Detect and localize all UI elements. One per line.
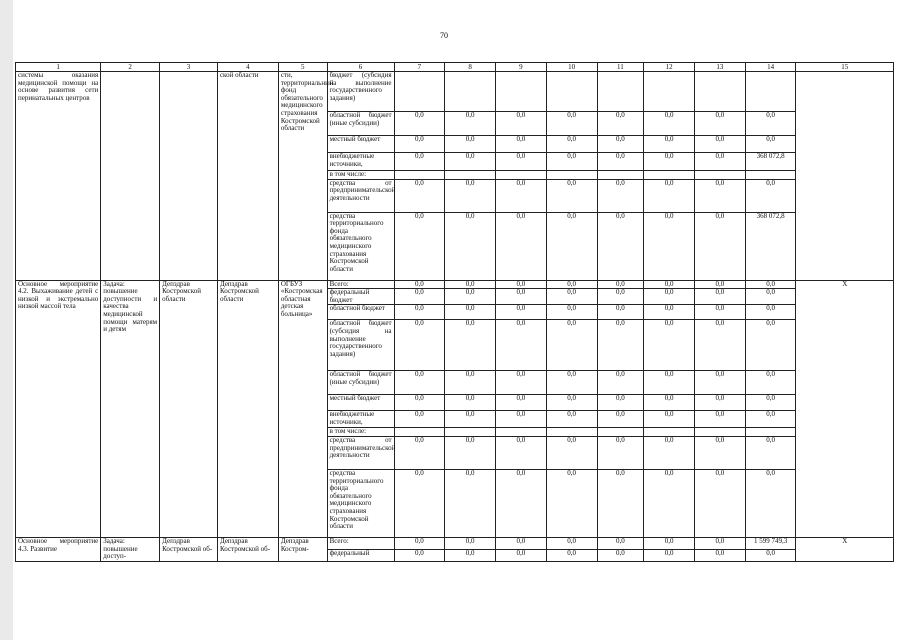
value-cell: 368 072,8 (745, 153, 796, 171)
col-header: 1 (16, 63, 101, 72)
value-cell (644, 171, 695, 180)
value-cell: 0,0 (694, 112, 745, 136)
value-cell: 0,0 (597, 395, 644, 411)
value-cell: 0,0 (445, 436, 496, 469)
value-cell: 0,0 (694, 136, 745, 153)
coordinator-cell: Депздрав Костромской области (160, 280, 218, 537)
value-cell: 0,0 (445, 411, 496, 428)
funding-source-label: средства от предпринимательской деятельности (327, 436, 394, 469)
funding-source-label: внебюджетные источники, (327, 153, 394, 171)
value-cell: 0,0 (546, 395, 597, 411)
value-cell: 0,0 (394, 112, 445, 136)
value-cell: 0,0 (694, 411, 745, 428)
value-cell: 0,0 (546, 537, 597, 549)
value-cell: 0,0 (445, 136, 496, 153)
col-header: 10 (546, 63, 597, 72)
value-cell: 0,0 (445, 469, 496, 537)
value-cell: 0,0 (394, 549, 445, 561)
funding-source-label: федеральный бюджет (327, 289, 394, 305)
value-cell: 0,0 (445, 112, 496, 136)
value-cell: 0,0 (745, 280, 796, 289)
value-cell: 0,0 (597, 469, 644, 537)
col-header: 6 (327, 63, 394, 72)
value-cell: 0,0 (496, 289, 547, 305)
value-cell: 0,0 (445, 153, 496, 171)
value-cell: 0,0 (694, 153, 745, 171)
value-cell: 0,0 (745, 549, 796, 561)
value-cell: 0,0 (597, 320, 644, 371)
page-number: 70 (440, 31, 448, 40)
column-number-row (16, 63, 894, 72)
value-cell: 0,0 (644, 436, 695, 469)
page-edge-shadow (0, 0, 13, 640)
value-cell: 0,0 (445, 320, 496, 371)
value-cell: 0,0 (644, 136, 695, 153)
value-cell: 0,0 (745, 305, 796, 320)
value-cell: 0,0 (597, 549, 644, 561)
value-cell: 0,0 (745, 469, 796, 537)
col-header: 4 (217, 63, 278, 72)
value-cell: 0,0 (745, 136, 796, 153)
value-cell: 0,0 (394, 153, 445, 171)
value-cell: 0,0 (644, 280, 695, 289)
value-cell: 0,0 (496, 136, 547, 153)
value-cell: 0,0 (445, 289, 496, 305)
value-cell: 0,0 (694, 280, 745, 289)
value-cell: 0,0 (394, 179, 445, 212)
value-cell: 0,0 (644, 469, 695, 537)
value-cell (546, 72, 597, 112)
funding-source-label: средства от предпринимательской деятельности (327, 179, 394, 212)
value-cell: 0,0 (546, 411, 597, 428)
value-cell: 0,0 (546, 136, 597, 153)
col-header: 8 (445, 63, 496, 72)
value-cell: 0,0 (644, 305, 695, 320)
funding-source-label: федеральный (327, 549, 394, 561)
value-cell: 0,0 (445, 549, 496, 561)
coordinator-cell: Депздрав Костромской об- (160, 537, 218, 561)
value-cell: 0,0 (546, 280, 597, 289)
funding-source-label: средства территориального фонда обязательного медицинского страхования Костромской области (327, 469, 394, 537)
value-cell: 0,0 (445, 280, 496, 289)
measure-name-cell: Основное мероприятие 4.2. Выхаживание детей с низкой и экстремально низкой массой тела (16, 280, 101, 537)
budget-table-sheet (15, 62, 894, 640)
executor-cell: сти, территориальный фонд обязательного медицинского страхования Костромской области (278, 72, 327, 281)
value-cell (745, 72, 796, 112)
value-cell: 0,0 (546, 179, 597, 212)
value-cell (445, 72, 496, 112)
value-cell: 0,0 (694, 289, 745, 305)
funding-source-label: внебюджетные источники, (327, 411, 394, 428)
task-cell: Задача: повышение доступ- (101, 537, 160, 561)
value-cell: 0,0 (496, 153, 547, 171)
value-cell (445, 171, 496, 180)
value-cell: 1 599 749,3 (745, 537, 796, 549)
value-cell: 0,0 (694, 549, 745, 561)
value-cell: 0,0 (694, 371, 745, 395)
value-cell: 0,0 (745, 371, 796, 395)
value-cell: 0,0 (445, 537, 496, 549)
value-cell: 0,0 (394, 469, 445, 537)
value-cell (394, 171, 445, 180)
value-cell: 0,0 (546, 469, 597, 537)
value-cell: 0,0 (394, 212, 445, 280)
value-cell: 0,0 (546, 153, 597, 171)
value-cell: 0,0 (546, 549, 597, 561)
value-cell: 0,0 (496, 395, 547, 411)
value-cell: 0,0 (694, 179, 745, 212)
value-cell: 0,0 (496, 305, 547, 320)
value-cell: 0,0 (644, 411, 695, 428)
measure-name-cell: Основное мероприятие 4.3. Развитие (16, 537, 101, 561)
value-cell: 0,0 (394, 320, 445, 371)
value-cell (496, 171, 547, 180)
value-cell: 0,0 (394, 395, 445, 411)
value-cell: 0,0 (445, 179, 496, 212)
value-cell: 0,0 (394, 289, 445, 305)
value-cell: 0,0 (644, 289, 695, 305)
value-cell: 0,0 (496, 371, 547, 395)
funding-source-label: бюджет (субсидия на выполнение государственного задания) (327, 72, 394, 112)
value-cell: 0,0 (597, 136, 644, 153)
col-header: 7 (394, 63, 445, 72)
value-cell: 0,0 (496, 320, 547, 371)
task-cell (101, 72, 160, 281)
value-cell: 0,0 (745, 320, 796, 371)
value-cell: 0,0 (445, 371, 496, 395)
value-cell: 0,0 (644, 549, 695, 561)
value-cell: 0,0 (597, 112, 644, 136)
value-cell: 0,0 (694, 212, 745, 280)
executor-cell: Депздрав Костром- (278, 537, 327, 561)
value-cell: 0,0 (644, 395, 695, 411)
funding-source-label: местный бюджет (327, 395, 394, 411)
value-cell: 0,0 (496, 280, 547, 289)
value-cell: 0,0 (694, 469, 745, 537)
value-cell: 0,0 (644, 537, 695, 549)
value-cell: 0,0 (745, 436, 796, 469)
task-cell: Задача: повышение доступности и качества медицинской помощи матерям и детям (101, 280, 160, 537)
value-cell: 0,0 (644, 153, 695, 171)
funding-source-label: местный бюджет (327, 136, 394, 153)
value-cell (597, 171, 644, 180)
value-cell: 0,0 (597, 305, 644, 320)
funding-source-label: областной бюджет (субсидия на выполнение государственного задания) (327, 320, 394, 371)
table-row (16, 537, 894, 549)
value-cell: 0,0 (394, 371, 445, 395)
value-cell: 0,0 (546, 371, 597, 395)
table-row (16, 72, 894, 112)
value-cell: 0,0 (546, 436, 597, 469)
value-cell: 0,0 (496, 549, 547, 561)
value-cell: 0,0 (644, 112, 695, 136)
value-cell: 0,0 (496, 411, 547, 428)
value-cell: 0,0 (546, 289, 597, 305)
responsible-cell: Депздрав Костромской области (217, 280, 278, 537)
value-cell: 0,0 (394, 280, 445, 289)
value-cell: 0,0 (496, 436, 547, 469)
value-cell: 0,0 (546, 112, 597, 136)
value-cell: 0,0 (445, 212, 496, 280)
table-row (16, 280, 894, 289)
value-cell: 0,0 (546, 320, 597, 371)
value-cell: 0,0 (445, 305, 496, 320)
value-cell: 0,0 (745, 289, 796, 305)
value-cell: 0,0 (597, 179, 644, 212)
value-cell: 0,0 (597, 289, 644, 305)
funding-source-label: областной бюджет (иные субсидии) (327, 112, 394, 136)
value-cell: 0,0 (644, 179, 695, 212)
value-cell: 0,0 (644, 320, 695, 371)
value-cell (745, 171, 796, 180)
value-cell: 0,0 (597, 153, 644, 171)
value-cell: 0,0 (745, 179, 796, 212)
value-cell: 0,0 (597, 212, 644, 280)
col-header: 9 (496, 63, 547, 72)
value-cell: 0,0 (496, 212, 547, 280)
result-cell: X (796, 537, 894, 561)
value-cell: 0,0 (496, 469, 547, 537)
col-header: 15 (796, 63, 894, 72)
value-cell: 0,0 (496, 537, 547, 549)
value-cell: 0,0 (694, 395, 745, 411)
col-header: 14 (745, 63, 796, 72)
col-header: 3 (160, 63, 218, 72)
funding-source-label: Всего: (327, 280, 394, 289)
value-cell: 0,0 (694, 320, 745, 371)
measure-name-cell: системы оказания медицинской помощи на основе развития сети перинатальных центров (16, 72, 101, 281)
value-cell: 0,0 (745, 395, 796, 411)
value-cell (496, 72, 547, 112)
value-cell (597, 72, 644, 112)
value-cell: 0,0 (694, 436, 745, 469)
col-header: 13 (694, 63, 745, 72)
value-cell (694, 171, 745, 180)
value-cell: 0,0 (546, 212, 597, 280)
value-cell: 0,0 (644, 212, 695, 280)
value-cell: 0,0 (597, 537, 644, 549)
responsible-cell: ской области (217, 72, 278, 281)
value-cell: 0,0 (745, 112, 796, 136)
coordinator-cell (160, 72, 218, 281)
value-cell: 0,0 (597, 436, 644, 469)
value-cell (546, 171, 597, 180)
funding-source-label: областной бюджет (иные субсидии) (327, 371, 394, 395)
value-cell: 368 072,8 (745, 212, 796, 280)
result-cell (796, 72, 894, 281)
value-cell (694, 72, 745, 112)
value-cell: 0,0 (496, 112, 547, 136)
value-cell: 0,0 (394, 136, 445, 153)
result-cell: X (796, 280, 894, 537)
col-header: 5 (278, 63, 327, 72)
value-cell: 0,0 (597, 280, 644, 289)
funding-source-label: областной бюджет (327, 305, 394, 320)
value-cell: 0,0 (597, 411, 644, 428)
value-cell: 0,0 (445, 395, 496, 411)
value-cell: 0,0 (597, 371, 644, 395)
responsible-cell: Депздрав Костромской об- (217, 537, 278, 561)
value-cell: 0,0 (546, 305, 597, 320)
value-cell: 0,0 (394, 436, 445, 469)
executor-cell: ОГБУЗ «Костромская областная детская больница» (278, 280, 327, 537)
col-header: 11 (597, 63, 644, 72)
col-header: 12 (644, 63, 695, 72)
value-cell (644, 72, 695, 112)
funding-source-label: средства территориального фонда обязательного медицинского страхования Костромской области (327, 212, 394, 280)
budget-table (15, 62, 894, 562)
value-cell: 0,0 (694, 537, 745, 549)
value-cell: 0,0 (496, 179, 547, 212)
value-cell: 0,0 (394, 305, 445, 320)
value-cell: 0,0 (694, 305, 745, 320)
value-cell: 0,0 (394, 411, 445, 428)
value-cell (394, 72, 445, 112)
funding-source-label: в том числе: (327, 171, 394, 180)
funding-source-label: Всего: (327, 537, 394, 549)
value-cell: 0,0 (745, 411, 796, 428)
col-header: 2 (101, 63, 160, 72)
value-cell: 0,0 (394, 537, 445, 549)
value-cell: 0,0 (644, 371, 695, 395)
funding-source-label: в том числе: (327, 428, 394, 437)
